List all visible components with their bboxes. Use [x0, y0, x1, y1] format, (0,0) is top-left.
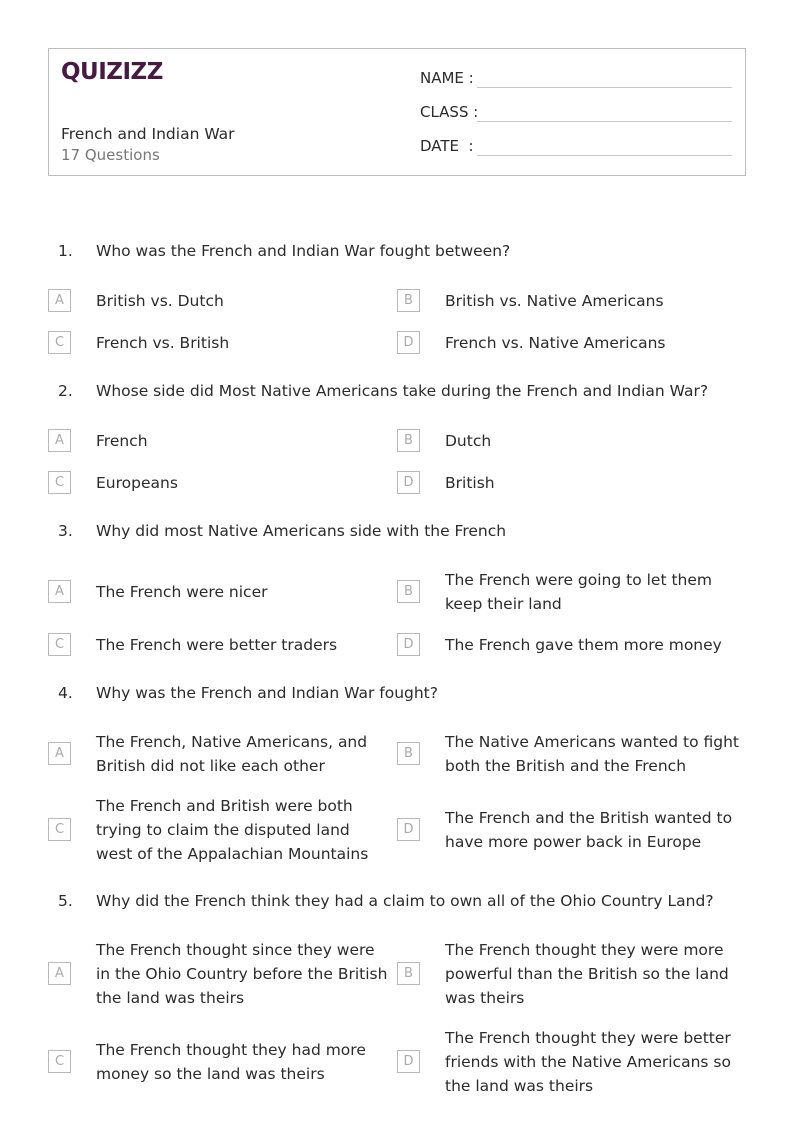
option-text[interactable]: French	[96, 432, 148, 450]
question-text: Why did most Native Americans side with the French	[96, 522, 507, 540]
worksheet-title: French and Indian War	[61, 125, 235, 143]
option-text[interactable]: British	[445, 474, 495, 492]
option-letter-box[interactable]: B	[397, 580, 420, 603]
option-text[interactable]: British vs. Dutch	[96, 292, 224, 310]
option-text[interactable]: The French were nicer	[96, 583, 268, 601]
class-label: CLASS :	[420, 103, 479, 121]
question-count: 17 Questions	[61, 146, 160, 164]
option-text[interactable]: French vs. British	[96, 334, 230, 352]
question-text: Who was the French and Indian War fought between?	[96, 242, 511, 260]
option-letter-box[interactable]: A	[48, 742, 71, 765]
option-letter-box[interactable]: C	[48, 1050, 71, 1073]
question-number: 3.	[58, 522, 73, 540]
question-number: 5.	[58, 892, 73, 910]
option-letter-box[interactable]: A	[48, 580, 71, 603]
option-letter-box[interactable]: D	[397, 1050, 420, 1073]
option-text[interactable]: The French thought they had more money so the land was theirs	[96, 1041, 366, 1083]
option-letter-box[interactable]: C	[48, 471, 71, 494]
class-line[interactable]	[477, 121, 732, 122]
question-text: Why did the French think they had a claim to own all of the Ohio Country Land?	[96, 892, 714, 910]
option-letter-box[interactable]: C	[48, 331, 71, 354]
option-letter-box[interactable]: A	[48, 429, 71, 452]
option-text[interactable]: The French were better traders	[96, 636, 338, 654]
option-letter-box[interactable]: D	[397, 818, 420, 841]
option-letter-box[interactable]: B	[397, 962, 420, 985]
option-text[interactable]: The French thought since they were in the Ohio Country before the British the land was theirs	[96, 941, 388, 1007]
option-letter-box[interactable]: B	[397, 289, 420, 312]
option-text[interactable]: Europeans	[96, 474, 178, 492]
option-letter-box[interactable]: D	[397, 331, 420, 354]
option-text[interactable]: The French thought they were more powerful than the British so the land was theirs	[445, 941, 729, 1007]
question-number: 4.	[58, 684, 73, 702]
option-letter-box[interactable]: D	[397, 633, 420, 656]
option-text[interactable]: French vs. Native Americans	[445, 334, 666, 352]
option-letter-box[interactable]: C	[48, 818, 71, 841]
option-letter-box[interactable]: B	[397, 742, 420, 765]
question-text: Why was the French and Indian War fought?	[96, 684, 438, 702]
quizizz-logo: QUIZIZZ	[61, 59, 163, 85]
question-text: Whose side did Most Native Americans take during the French and Indian War?	[96, 382, 709, 400]
option-text[interactable]: The French, Native Americans, and British did not like each other	[96, 733, 368, 775]
question-number: 2.	[58, 382, 73, 400]
name-line[interactable]	[477, 87, 732, 88]
option-text[interactable]: The French thought they were better friends with the Native Americans so the land was theirs	[445, 1029, 731, 1095]
option-letter-box[interactable]: A	[48, 289, 71, 312]
option-letter-box[interactable]: A	[48, 962, 71, 985]
option-letter-box[interactable]: C	[48, 633, 71, 656]
option-text[interactable]: The Native Americans wanted to fight both the British and the French	[445, 733, 740, 775]
worksheet-header	[48, 48, 746, 176]
name-label: NAME :	[420, 69, 474, 87]
option-letter-box[interactable]: D	[397, 471, 420, 494]
option-text[interactable]: The French and British were both trying to claim the disputed land west of the Appalachian Mountains	[96, 797, 369, 863]
date-line[interactable]	[477, 155, 732, 156]
date-label: DATE :	[420, 137, 474, 155]
option-letter-box[interactable]: B	[397, 429, 420, 452]
question-number: 1.	[58, 242, 73, 260]
option-text[interactable]: Dutch	[445, 432, 492, 450]
option-text[interactable]: The French gave them more money	[445, 636, 722, 654]
option-text[interactable]: British vs. Native Americans	[445, 292, 664, 310]
option-text[interactable]: The French and the British wanted to have more power back in Europe	[445, 809, 733, 851]
option-text[interactable]: The French were going to let them keep their land	[445, 571, 713, 613]
